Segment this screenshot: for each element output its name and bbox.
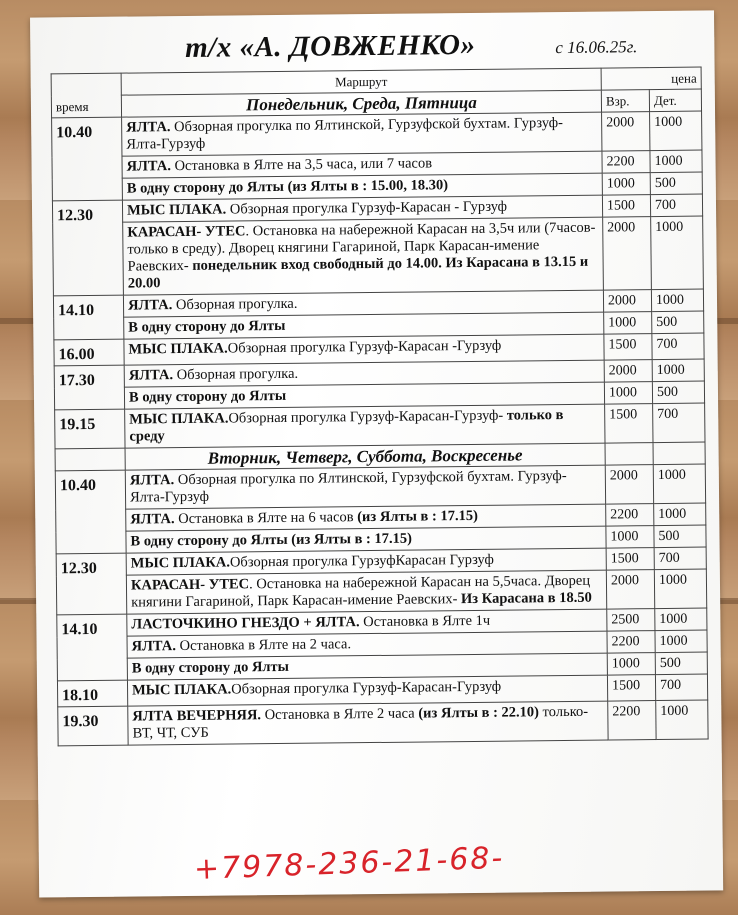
route-name: МЫС ПЛАКА. (129, 410, 229, 428)
route-note: Из Карасана в 18.50 (460, 589, 592, 608)
child-price: 500 (654, 525, 706, 548)
route-name: В одну сторону до Ялты (из Ялты в : 17.15) (130, 530, 413, 550)
child-price: 1000 (656, 700, 708, 740)
child-price: 700 (653, 403, 705, 443)
route-note: (из Ялты в : 17.15) (357, 507, 478, 526)
route-note: (из Ялты в : 22.10) (418, 704, 540, 722)
route-details: Остановка в Ялте на 2 часа. (175, 636, 352, 655)
departure-time: 14.10 (53, 295, 123, 340)
route-note: понедельник вход свободный до 14.00. Из Карасана в 13.15 и 20.00 (127, 253, 589, 292)
child-price: 1000 (655, 630, 707, 653)
adult-price: 2000 (605, 465, 653, 505)
child-price: 1000 (651, 289, 703, 312)
handwritten-phone: +7978-236-21-68- (193, 840, 505, 887)
adult-price: 2200 (608, 701, 656, 741)
route-name: ЯЛТА. (131, 638, 177, 655)
departure-time: 12.30 (56, 553, 127, 615)
child-price: 500 (650, 172, 702, 195)
route-days-note: только- ВТ, ЧТ, СУБ (132, 703, 589, 742)
adult-price: 1000 (604, 312, 652, 335)
route-name: ЯЛТА. (126, 158, 171, 175)
route-name: МЫС ПЛАКА. (131, 681, 232, 699)
adult-price: 2200 (607, 631, 655, 654)
child-price: 700 (655, 674, 707, 701)
adult-price: 2500 (607, 609, 655, 632)
route-name: МЫС ПЛАКА. (130, 554, 231, 572)
adult-header: Взр. (601, 90, 649, 113)
schedule-row (56, 569, 706, 615)
child-price: 700 (654, 547, 706, 570)
schedule-row (53, 216, 704, 296)
departure-time: 12.30 (52, 200, 123, 296)
route-details: Обзорная прогулка Гурзуф-Карасан - Гурзуф (226, 198, 508, 218)
route-name: ЛАСТОЧКИНО ГНЕЗДО + ЯЛТА. (131, 614, 360, 633)
adult-price: 1000 (602, 173, 650, 196)
adult-price: 2000 (603, 217, 652, 290)
route-details: Остановка в Ялте на 6 часов (174, 509, 358, 528)
days-tue-thu-sat-sun: Вторник, Четверг, Суббота, Воскресенье (125, 443, 605, 470)
route-name: В одну сторону до Ялты (из Ялты в : 15.00, 18.30) (126, 177, 449, 197)
route-name: ЯЛТА. (127, 297, 173, 314)
route-name: ЯЛТА. (129, 472, 175, 489)
ship-title: т/х «А. ДОВЖЕНКО» (184, 28, 476, 64)
route-name: ЯЛТА. (126, 119, 171, 136)
route-details: Обзорная прогулка. (173, 365, 299, 384)
child-price: 700 (652, 333, 704, 360)
schedule-table (51, 67, 709, 747)
adult-price: 1500 (604, 334, 652, 361)
adult-price: 1500 (607, 675, 655, 702)
departure-time: 10.40 (55, 470, 126, 554)
departure-time: 19.30 (58, 706, 128, 746)
adult-price: 2200 (606, 504, 654, 527)
route-details: Обзорная прогулка. (172, 295, 298, 314)
adult-price: 1500 (605, 404, 653, 444)
adult-price: 1000 (606, 526, 654, 549)
route-name: ЯЛТА ВЕЧЕРНЯЯ. (132, 707, 262, 725)
price-header: цена (601, 67, 701, 90)
adult-price: 1000 (604, 382, 652, 405)
route-details: Обзорная прогулка по Ялтинской, Гурзуфской бухтам. Гурзуф-Ялта-Гурзуф (129, 467, 567, 506)
route-name: В одну сторону до Ялты (128, 317, 286, 336)
child-price: 1000 (651, 216, 704, 290)
departure-time: 16.00 (54, 339, 124, 366)
departure-time: 10.40 (52, 117, 123, 201)
route-name: ЯЛТА. (128, 367, 174, 384)
child-price: 500 (652, 311, 704, 334)
route-details: Обзорная прогулка ГурзуфКарасан Гурзуф (229, 551, 494, 571)
child-price: 1000 (654, 569, 706, 609)
route-name: КАРАСАН- УТЕС (127, 223, 246, 241)
route-description (125, 465, 605, 509)
route-details: Обзорная прогулка Гурзуф-Карасан -Гурзуф (227, 337, 502, 357)
schedule-row (55, 464, 705, 510)
child-price: 500 (655, 652, 707, 675)
route-header: Маршрут (121, 68, 601, 95)
route-details: Остановка в Ялте 2 часа (260, 705, 419, 724)
route-note: только в среду (129, 407, 564, 445)
route-name: ЯЛТА. (130, 511, 175, 528)
schedule-sheet (30, 10, 723, 897)
days-mon-wed-fri: Понедельник, Среда, Пятница (121, 90, 601, 117)
route-name: МЫС ПЛАКА. (126, 201, 227, 219)
child-price: 1000 (652, 359, 704, 382)
child-header: Дет. (649, 89, 701, 112)
route-name: КАРАСАН- УТЕС (130, 576, 250, 594)
adult-price: 2000 (603, 290, 651, 313)
route-description (128, 701, 608, 745)
schedule-row (52, 111, 702, 157)
child-price: 1000 (650, 111, 702, 151)
child-price: 700 (650, 194, 702, 217)
adult-price: 2000 (604, 360, 652, 383)
child-price: 1000 (654, 503, 706, 526)
adult-price: 1500 (606, 548, 654, 571)
route-description (125, 404, 605, 448)
adult-price: 1000 (607, 653, 655, 676)
child-price: 1000 (653, 464, 705, 504)
adult-price: 2000 (602, 112, 650, 152)
adult-price: 2200 (602, 151, 650, 174)
route-details: . Остановка на набережной Карасан на 5,5часа. Дворец княгини Гагариной, Парк Карасан-имение Раевских- (131, 572, 591, 611)
time-header: время (51, 73, 121, 118)
route-details: Обзорная прогулка Гурзуф-Карасан-Гурзуф- (228, 407, 507, 427)
route-description (126, 570, 606, 614)
schedule-row (58, 700, 708, 746)
route-name: В одну сторону до Ялты (131, 658, 290, 677)
route-description (123, 217, 604, 295)
departure-time: 14.10 (57, 614, 128, 681)
route-name: В одну сторону до Ялты (128, 387, 287, 406)
child-price: 1000 (655, 608, 707, 631)
route-name: МЫС ПЛАКА. (128, 340, 228, 358)
route-details: Обзорная прогулка по Ялтинской, Гурзуфской бухтам. Гурзуф-Ялта-Гурзуф (126, 115, 564, 153)
effective-date: с 16.06.25г. (555, 37, 638, 58)
child-price: 1000 (650, 150, 702, 173)
adult-price: 2000 (606, 570, 654, 610)
departure-time: 19.15 (55, 409, 125, 449)
route-details: . Остановка на набережной Карасан на 3,5ч или (7часов-только в среду). Дворец княгини Гагариной, Парк Карасан-имение Раевских- (127, 219, 596, 275)
child-price: 500 (652, 381, 704, 404)
route-description (122, 112, 602, 156)
schedule-row (55, 403, 705, 449)
route-details: Обзорная прогулка Гурзуф-Карасан-Гурзуф (231, 678, 502, 698)
adult-price: 1500 (602, 195, 650, 218)
route-details: Остановка в Ялте 1ч (359, 612, 491, 631)
route-details: Остановка в Ялте на 3,5 часа, или 7 часов (170, 155, 433, 175)
departure-time: 18.10 (57, 680, 127, 707)
departure-time: 17.30 (54, 365, 124, 410)
